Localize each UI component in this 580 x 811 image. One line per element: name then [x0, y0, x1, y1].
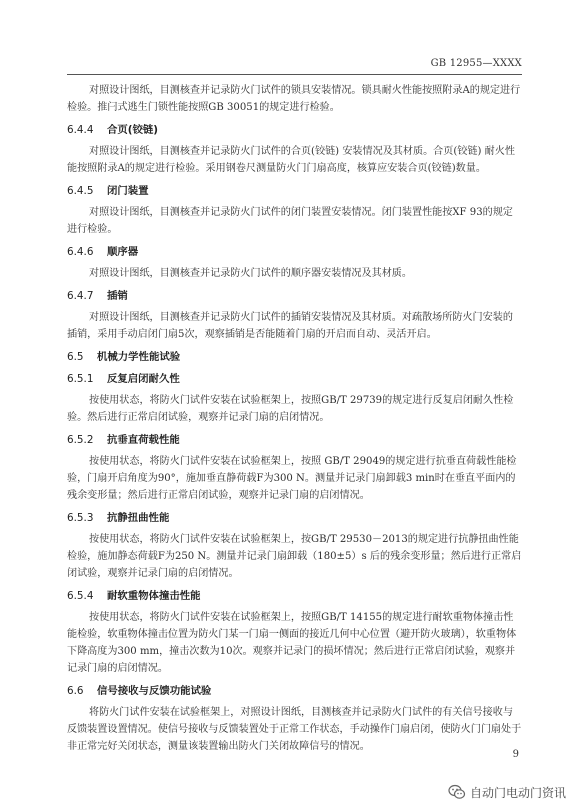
wechat-icon [448, 783, 466, 801]
section-title: 合页(铰链) [107, 124, 159, 136]
section-title: 机械力学性能试验 [97, 351, 181, 363]
section-heading [67, 588, 522, 604]
paragraph: 按使用状态，将防火门试件安装在试验框架上，按照GB/T 29739的规定进行反复启闭耐久性检验。然后进行正常启闭试验，观察并记录门扇的启闭情况。 [67, 395, 514, 423]
section-title: 耐软重物体撞击性能 [107, 590, 201, 602]
section-number: 6.5.3 [67, 512, 94, 524]
section-heading [67, 244, 522, 260]
section-heading [67, 371, 522, 387]
section-title: 抗垂直荷载性能 [107, 434, 180, 446]
watermark-text: 自动门电动门资讯 [469, 785, 566, 800]
section-number: 6.4.5 [67, 185, 94, 197]
paragraph: 将防火门试件安装在试验框架上，对照设计图纸，目测核查并记录防火门试件的有关信号接收与反馈装置设置情况。使信号接收与反馈装置处于正常工作状态，手动操作门扇启闭，使防火门门扇处于非正常完好关闭状态，测量该装置输出防火门关闭故障信号的情况。 [67, 707, 522, 752]
section-heading [67, 510, 522, 526]
section-heading [67, 183, 522, 199]
section-title: 抗静扭曲性能 [107, 512, 170, 524]
section-title: 插销 [107, 290, 128, 302]
section-number: 6.4.7 [67, 290, 94, 302]
section-heading [67, 683, 522, 699]
section-number: 6.4.4 [67, 124, 94, 136]
document-body [67, 82, 522, 760]
page-number: 9 [512, 749, 519, 760]
section-heading [67, 122, 522, 138]
section-title: 顺序器 [107, 246, 139, 258]
paragraph: 按使用状态，将防火门试件安装在试验框架上，按照 GB/T 29049的规定进行抗垂直荷载性能检验，门扇开启角度为90°，施加垂直静荷载F为300 N。测量并记录门扇卸载3 min时在垂直平面内的残余变形量；然后进行正常启闭试验，观察并记录门扇的启闭情况。 [67, 456, 517, 501]
section-number: 6.4.6 [67, 246, 94, 258]
section-number: 6.6 [67, 685, 84, 697]
paragraph: 对照设计图纸，目测核查并记录防火门试件的插销安装情况及其材质。对疏散场所防火门安装的插销，采用手动启闭门扇5次，观察插销是否能随着门扇的开启而自动、灵活开启。 [67, 312, 513, 340]
paragraph: 对照设计图纸，目测核查并记录防火门试件的闭门装置安装情况。闭门装置性能按XF 93的规定进行检验。 [67, 207, 513, 235]
section-number: 6.5.2 [67, 434, 94, 446]
paragraph: 对照设计图纸，目测核查并记录防火门试件的顺序器安装情况及其材质。 [89, 268, 412, 279]
standard-id-header: GB 12955—XXXX [430, 58, 522, 69]
section-title: 信号接收与反馈功能试验 [97, 685, 212, 697]
section-heading [67, 349, 522, 365]
section-heading [67, 288, 522, 304]
section-number: 6.5 [67, 351, 84, 363]
paragraph: 按使用状态，将防火门试件安装在试验框架上，按照GB/T 14155的规定进行耐软重物体撞击性能检验，软重物体撞击位置为防火门某一门扇一侧面的接近几何中心位置（避开防火玻璃），软重物体下降高度为300 mm，撞击次数为10次。观察并记录门的损坏情况；然后进行正常启闭试验，观察并记录门扇的启闭情况。 [67, 612, 517, 674]
paragraph: 按使用状态，将防火门试件安装在试验框架上，按GB/T 29530－2013的规定进行抗静扭曲性能检验，施加静态荷载F为250 N。测量并记录门扇卸载（180±5）s 后的残余变形量；然后进行正常启闭试验，观察并记录门扇的启闭情况。 [67, 534, 522, 579]
section-title: 闭门装置 [107, 185, 149, 197]
header-rule [67, 74, 522, 75]
watermark [448, 782, 566, 802]
section-heading [67, 432, 522, 448]
paragraph: 对照设计图纸，目测核查并记录防火门试件的锁具安装情况。锁具耐火性能按照附录A的规定进行检验。推闩式逃生门锁性能按照GB 30051的规定进行检验。 [67, 85, 521, 113]
section-number: 6.5.4 [67, 590, 94, 602]
section-number: 6.5.1 [67, 373, 94, 385]
paragraph: 对照设计图纸，目测核查并记录防火门试件的合页(铰链) 安装情况及其材质。合页(铰链) 耐火性能按照附录A的规定进行检验。采用钢卷尺测量防火门门扇高度，核算应安装合页(铰链)数量。 [67, 146, 515, 174]
section-title: 反复启闭耐久性 [107, 373, 180, 385]
